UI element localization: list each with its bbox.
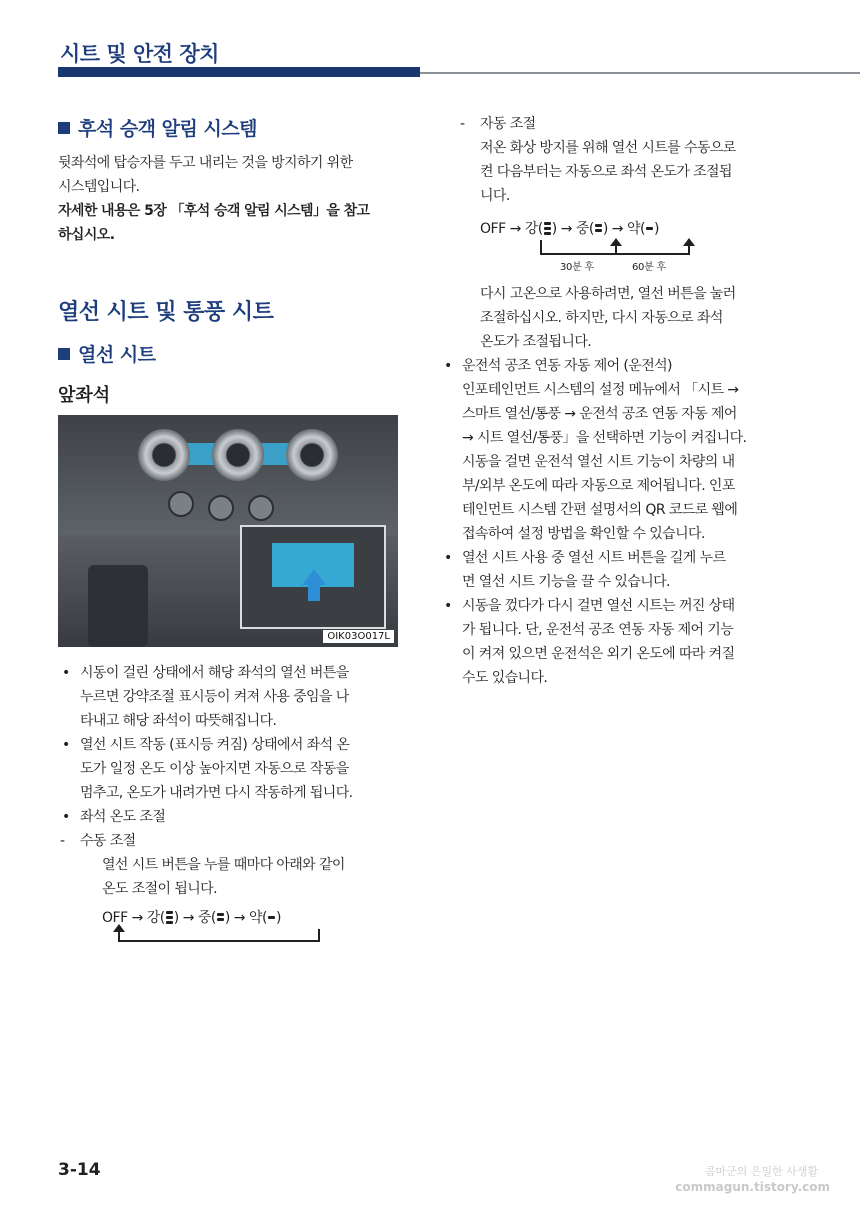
rear-alert-heading: 후석 승객 알림 시스템 bbox=[78, 118, 258, 140]
dashboard-photo bbox=[58, 415, 398, 647]
header-rule bbox=[420, 72, 860, 74]
air-vent-icon bbox=[212, 429, 264, 481]
timer-label-30: 30분 후 bbox=[560, 262, 594, 273]
loop-line bbox=[318, 929, 320, 941]
bullet-item: • 좌석 온도 조절 bbox=[62, 809, 166, 825]
section-square-icon bbox=[58, 122, 70, 134]
seat-heat-low-icon bbox=[267, 911, 276, 924]
seat-heat-high-icon bbox=[543, 222, 552, 235]
seat-heat-high-icon bbox=[165, 911, 174, 924]
air-vent-icon bbox=[138, 429, 190, 481]
bullet-item: • 시동을 껐다가 다시 걸면 열선 시트는 꺼진 상태 가 됩니다. 단, 운전석 공조 연동 자동 제어 기능 이 켜져 있으면 운전석은 외기 온도에 따라 켜질 수도 있습니다. bbox=[444, 598, 735, 686]
header-bar bbox=[58, 67, 420, 77]
right-column bbox=[440, 112, 780, 690]
heated-heading-row bbox=[58, 340, 398, 367]
auto-sequence-diagram: OFF → 강( ) → 중( ) → 약( ) 30분 후 60분 후 bbox=[480, 218, 780, 276]
control-knob bbox=[208, 495, 234, 521]
pointer-arrow-icon bbox=[302, 569, 326, 585]
manual-adjust-desc: 열선 시트 버튼을 누를 때마다 아래와 같이 온도 조절이 됩니다. bbox=[102, 857, 345, 897]
seat-heat-mid-icon bbox=[216, 911, 225, 924]
timeline-line bbox=[540, 240, 542, 254]
rear-alert-text: 뒷좌석에 탑승자를 두고 내리는 것을 방지하기 위한 bbox=[58, 155, 353, 171]
zoom-inset bbox=[240, 525, 386, 629]
manual-sequence-diagram: OFF → 강( ) → 중( ) → 약( ) bbox=[102, 907, 398, 959]
loop-arrow-icon bbox=[113, 924, 125, 932]
pointer-arrow-stem bbox=[308, 585, 320, 601]
image-code: OIK03O017L bbox=[323, 630, 394, 643]
auto-adjust-item: - 자동 조절 저온 화상 방지를 위해 열선 시트를 수동으로 켠 다음부터는 자동으로 좌석 온도가 조절됩 니다. bbox=[460, 116, 736, 204]
watermark-url: commagun.tistory.com bbox=[675, 1180, 830, 1194]
seat-heat-low-icon bbox=[645, 222, 654, 235]
rear-alert-reference: 자세한 내용은 5장 「후석 승객 알림 시스템」을 참고 bbox=[58, 203, 370, 219]
gear-shifter bbox=[88, 565, 148, 647]
control-knob bbox=[168, 491, 194, 517]
watermark-text: 콤마군의 은밀한 사생활 bbox=[704, 1165, 818, 1178]
air-vent-icon bbox=[286, 429, 338, 481]
timeline-arrow-icon bbox=[610, 238, 622, 246]
bullet-item: • 운전석 공조 연동 자동 제어 (운전석) 인포테인먼트 시스템의 설정 메뉴에서 「시트 → 스마트 열선/통풍 → 운전석 공조 연동 자동 제어 → 시트 열선/통풍」을 선택하면 기능이 켜집니다. 시동을 걸면 운전석 열선 시트 기능이 차량의 내 부/외부 온도에 따라 자동으로 제어됩니다. 인포 테인먼트 시스템 간편 설명서의 QR 코드로 웹에 접속하여 설정 방법을 확인할 수 있습니다. bbox=[444, 358, 747, 542]
page-number: 3-14 bbox=[58, 1160, 101, 1180]
bullet-item: • 시동이 걸린 상태에서 해당 좌석의 열선 버튼을 누르면 강약조절 표시등이 켜져 사용 중임을 나 타내고 해당 좌석이 따뜻해집니다. bbox=[62, 665, 349, 729]
rear-alert-text: 시스템입니다. bbox=[58, 179, 140, 195]
page-header-title: 시트 및 안전 장치 bbox=[60, 42, 219, 66]
bullet-item: • 열선 시트 사용 중 열선 시트 버튼을 길게 누르 면 열선 시트 기능을 끌 수 있습니다. bbox=[444, 550, 726, 590]
section-title: 열선 시트 및 통풍 시트 bbox=[58, 300, 274, 325]
bullet-item: • 열선 시트 작동 (표시등 켜짐) 상태에서 좌석 온 도가 일정 온도 이상 높아지면 자동으로 작동을 멈추고, 온도가 내려가면 다시 작동하게 됩니다. bbox=[62, 737, 353, 801]
manual-adjust-item: - 수동 조절 bbox=[60, 833, 136, 849]
rear-alert-heading-row bbox=[58, 114, 398, 141]
timeline-arrow-icon bbox=[683, 238, 695, 246]
auto-adjust-note: 다시 고온으로 사용하려면, 열선 버튼을 눌러 조절하십시오. 하지만, 다시 자동으로 좌석 온도가 조절됩니다. bbox=[480, 286, 736, 350]
heated-seat-heading: 열선 시트 bbox=[78, 344, 156, 366]
timer-label-60: 60분 후 bbox=[632, 262, 666, 273]
left-column bbox=[58, 112, 398, 959]
control-knob bbox=[248, 495, 274, 521]
loop-line bbox=[118, 940, 320, 942]
front-seat-heading: 앞좌석 bbox=[58, 385, 111, 406]
section-square-icon bbox=[58, 348, 70, 360]
rear-alert-reference: 하십시오. bbox=[58, 227, 115, 243]
seat-heat-mid-icon bbox=[594, 222, 603, 235]
